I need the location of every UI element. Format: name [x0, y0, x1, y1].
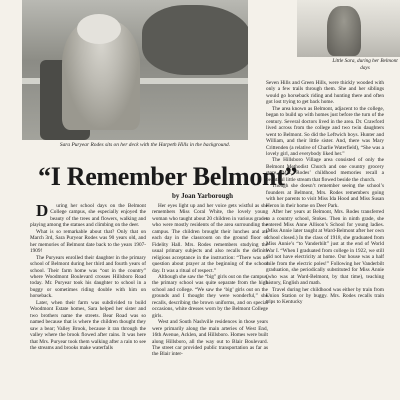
paragraph: What is so remarkable about that? Only that on March 3rd, Sara Puryear Rodes was 90 years old, and her memories of Belmont date back to the years 1907-1909!: [30, 228, 146, 255]
paragraph: [30, 203, 146, 229]
article-title: “I Remember Belmont”: [38, 162, 298, 191]
paragraph: Later, when their farm was subdivided to build Woodmont Estate homes, Sara helped her sister and two brothers name the streets. Bear Road was so named because that is where the children thought they saw a bear; Valley Brook, because it ran through the valley where the brook flowed after rains. It was here that Mrs. Puryear took them walking after a rain to see the streams and brooks make waterfalls: [30, 299, 146, 351]
column-1: [30, 203, 146, 400]
column-2: [152, 203, 268, 400]
drop-cap: D: [36, 203, 49, 220]
paragraph: Seven Hills and Green Hills, were thickly wooded with only a few trails through them. She and her siblings would go horseback riding and hunting there and often got lost trying to get back home.: [266, 80, 384, 106]
paragraph: The Puryears enrolled their daughter in the primary school of Belmont during her third and fourth years of school. Their farm home was “out in the country” where Woodmont Boulevard crosses Hillsboro Road today. Mr. Puryear took his daughter to school in a buggy or sometimes riding double with him on horseback.: [30, 254, 146, 300]
photo-hair: [77, 14, 121, 44]
paragraph: Although she saw the “big” girls out on the campus, the primary school was quite separate from the high school and college. “We saw the ‘big’ girls out on the grounds and I thought they were wonderful,” she recalls, describing the brown uniforms, and on special occasions, white dresses worn by the Belmont College girls.: [152, 273, 268, 319]
childhood-photo: [297, 0, 400, 57]
paragraph: Though she doesn’t remember seeing the school’s founders at Belmont, Mrs. Rodes remembers going with her parents to visit Miss Ida Hood and Miss Susan Heron in their home on Deer Park.: [266, 183, 384, 209]
paragraph: After her years at Belmont, Mrs. Rodes transferred to a country school, Stokes. Then in ninth grade, she entered Miss Anne Allison’s School for young ladies. (Miss Annie later taught at Ward-Belmont after her own school closed.) In the class of 1918, she graduated from Miss Annie’s “to Vanderbilt” just at the end of World War I. “When I graduated from college in 1922, we still did not have electricity at home. Our house was a half mile from the electric poles!” Following her Vanderbilt graduation, she periodically substituted for Miss Annie (who was at Ward-Belmont, by that time), teaching history, English and math.: [266, 209, 384, 287]
paragraph: The Hillsboro Village area consisted of only the Belmont Methodist Church and one country grocery store. Mrs. Rodes’ childhood memories recall a beautiful little stream that flowed beside the church.: [266, 157, 384, 183]
photo-girl: [327, 6, 361, 56]
photo-trees: [142, 5, 248, 75]
paragraph-text: uring her school days on the Belmont College campus, she especially enjoyed the beauty of the trees and flowers, walking and playing among the statues and climbing on the deer.: [30, 203, 146, 229]
main-photo-caption: Sara Puryear Rodes sits on her deck with the Harpeth Hills in the background.: [59, 142, 231, 148]
main-photo: [22, 0, 248, 140]
column-3: [266, 80, 384, 400]
paragraph: The area known as Belmont, adjacent to the college, began to build up with homes just before the turn of the century. Several doctors lived in the area. Dr. Crawford lived across from the college and two twin daughters went to Belmont. So did the Leftwich boys. Hunter and William, and their little sister. And, there was Mary Crittenden (a relative of Charlie Waterfield), “She was a lovely girl, and everybody liked her.”: [266, 105, 384, 157]
childhood-photo-caption: Little Sara, during her Belmont days: [332, 58, 398, 71]
paragraph: Her eyes light up and her voice gets wistful as she remembers Miss Coral White, the lovely young woman who taught about 20 children in various grades who were mostly residents of the area surrounding the campus. The children brought their lunches and ate each day in the classroom on the ground floor of Fidelity Hall. Mrs. Rodes remembers studying the usual primary subjects and also recalls the definite religious acceptance in the instruction: “There was no question about prayer at the beginning of the school day. It was a ritual of respect.”: [152, 203, 268, 274]
paragraph: Travel during her childhood was either by train from Union Station or by buggy. Mrs. Rodes recalls train trips to Kentucky: [266, 286, 384, 306]
paragraph: West and South Nashville residences in those years were primarily along the main arteries of West End, 16th Avenue, Acklen, and Hillsboro. Homes were built along Hillsboro, all the way out to Blair Boulevard. The street car provided public transportation as far as the Blair inter-: [152, 319, 268, 358]
byline: by Joan Yarborough: [172, 192, 234, 200]
